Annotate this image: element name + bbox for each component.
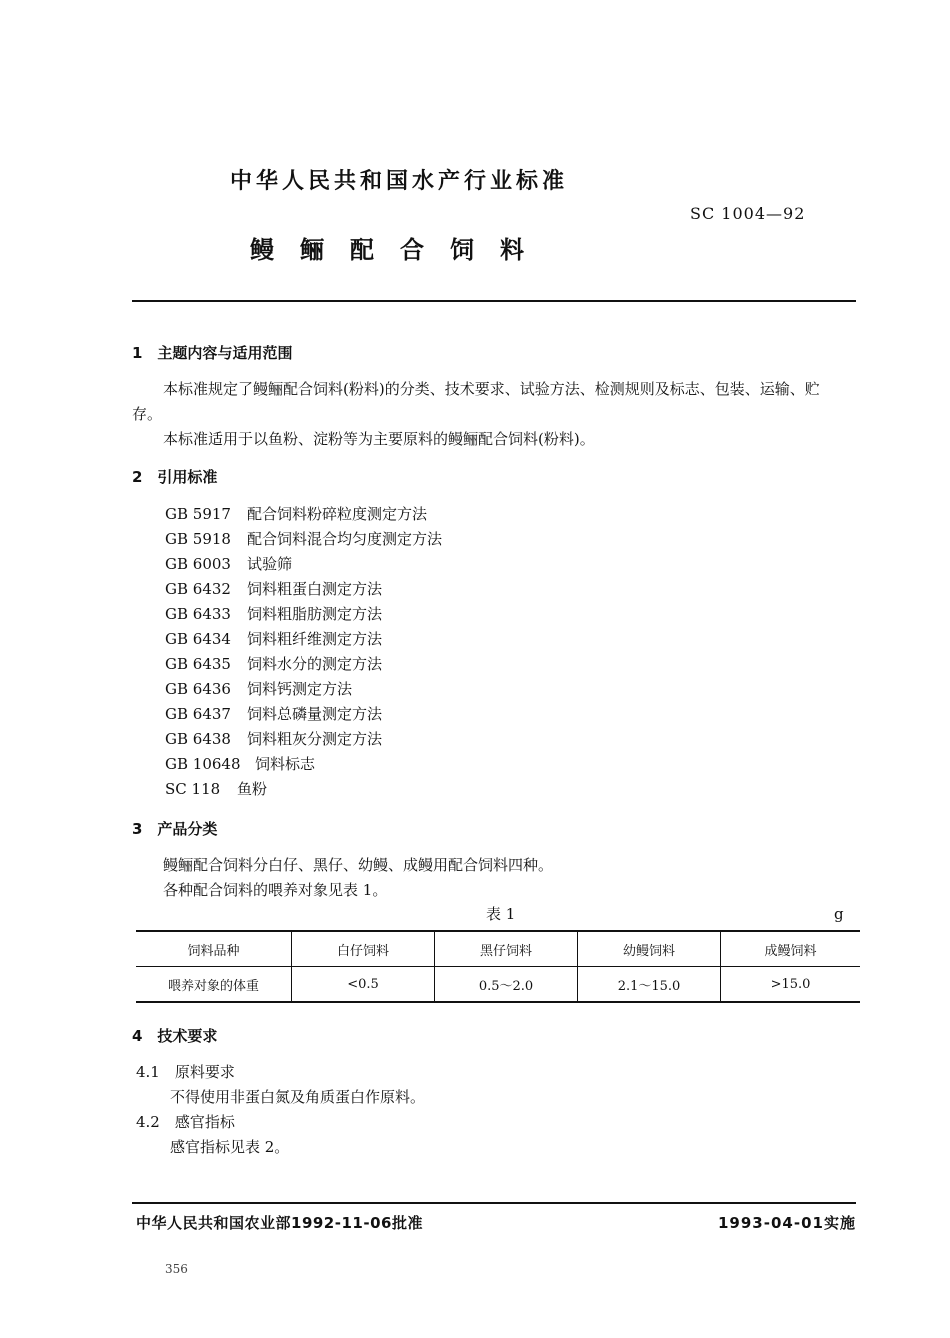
section-4-2-text: 感官指标见表 2。	[170, 1138, 290, 1156]
table-cell: 喂养对象的体重	[136, 967, 292, 1003]
table-cell: 0.5～2.0	[435, 967, 578, 1003]
section-4-1-heading: 4.1 原料要求	[136, 1063, 235, 1081]
reference-item: GB 10648 饲料标志	[165, 755, 316, 773]
section-1-para1-line1: 本标准规定了鳗鲡配合饲料(粉料)的分类、技术要求、试验方法、检测规则及标志、包装、运输、贮	[163, 380, 820, 398]
reference-item: GB 6003 试验筛	[165, 555, 293, 573]
table-1-unit: g	[834, 905, 844, 923]
reference-item: GB 6433 饲料粗脂肪测定方法	[165, 605, 383, 623]
table-1-caption: 表 1	[486, 905, 516, 923]
section-1-heading: 1 主题内容与适用范围	[132, 344, 293, 362]
table-cell: 2.1～15.0	[578, 967, 721, 1003]
page-number: 356	[165, 1262, 188, 1276]
table-header-cell: 白仔饲料	[292, 931, 435, 967]
effective-date: 1993-04-01实施	[718, 1214, 856, 1232]
table-header-row	[136, 931, 860, 967]
reference-item: GB 6438 饲料粗灰分测定方法	[165, 730, 383, 748]
footer-rule	[132, 1202, 856, 1204]
reference-item: SC 118 鱼粉	[165, 780, 268, 798]
section-3-heading: 3 产品分类	[132, 820, 218, 838]
section-1-para1-line2: 存。	[132, 405, 163, 423]
standard-number: SC 1004—92	[690, 204, 806, 223]
org-title: 中华人民共和国水产行业标准	[230, 169, 569, 194]
reference-item: GB 5918 配合饲料混合均匀度测定方法	[165, 530, 443, 548]
approval-date: 中华人民共和国农业部1992-11-06批准	[136, 1214, 423, 1232]
section-1-para2: 本标准适用于以鱼粉、淀粉等为主要原料的鳗鲡配合饲料(粉料)。	[163, 430, 595, 448]
table-row	[136, 967, 860, 1003]
reference-item: GB 6436 饲料钙测定方法	[165, 680, 353, 698]
table-cell: >15.0	[721, 967, 861, 1003]
reference-item: GB 6432 饲料粗蛋白测定方法	[165, 580, 383, 598]
reference-item: GB 6434 饲料粗纤维测定方法	[165, 630, 383, 648]
section-4-heading: 4 技术要求	[132, 1027, 218, 1045]
section-3-para1: 鳗鲡配合饲料分白仔、黑仔、幼鳗、成鳗用配合饲料四种。	[163, 856, 554, 874]
reference-item: GB 6437 饲料总磷量测定方法	[165, 705, 383, 723]
table-header-cell: 成鳗饲料	[721, 931, 861, 967]
table-header-cell: 饲料品种	[136, 931, 292, 967]
table-1	[136, 930, 860, 1003]
table-header-cell: 黑仔饲料	[435, 931, 578, 967]
reference-item: GB 6435 饲料水分的测定方法	[165, 655, 383, 673]
section-4-1-text: 不得使用非蛋白氮及角质蛋白作原料。	[170, 1088, 426, 1106]
section-4-2-heading: 4.2 感官指标	[136, 1113, 235, 1131]
table-cell: <0.5	[292, 967, 435, 1003]
reference-list	[165, 502, 442, 802]
section-3-para2: 各种配合饲料的喂养对象见表 1。	[163, 881, 388, 899]
header-rule	[132, 300, 856, 302]
section-2-heading: 2 引用标准	[132, 468, 218, 486]
reference-item: GB 5917 配合饲料粉碎粒度测定方法	[165, 505, 428, 523]
table-header-cell: 幼鳗饲料	[578, 931, 721, 967]
document-title: 鳗鲡配合饲料	[250, 236, 550, 264]
